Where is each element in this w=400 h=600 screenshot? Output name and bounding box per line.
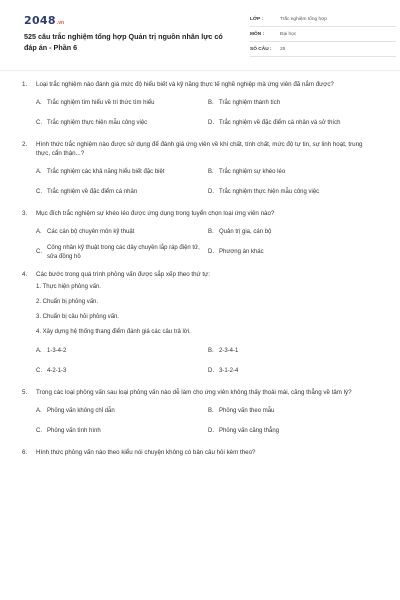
option-letter: C. <box>36 427 42 434</box>
option-letter: A. <box>36 168 42 175</box>
answer-option-d[interactable] <box>208 423 380 439</box>
option-text: Trắc nghiệm các khả năng hiểu biết đặc biệt <box>47 168 165 175</box>
answer-options <box>36 224 382 261</box>
option-letter: B. <box>208 407 214 414</box>
option-letter: D. <box>208 427 214 434</box>
question-text: Các bước trong quá trình phỏng vấn được sắp xếp theo thứ tự: <box>36 271 210 278</box>
answer-option-b[interactable] <box>208 164 380 180</box>
option-letter: C. <box>36 249 42 256</box>
meta-label: SỐ CÂU : <box>250 46 272 52</box>
site-logo[interactable] <box>24 14 64 27</box>
meta-value: 25 <box>280 46 286 52</box>
question-6 <box>22 448 382 457</box>
question-text: Hình thức phỏng vấn nào theo kiểu nói chuyện không có bản câu hỏi kèm theo? <box>36 449 256 456</box>
option-text: Phỏng vấn theo mẫu <box>219 407 275 414</box>
question-2 <box>22 140 382 200</box>
option-text: Phương án khác <box>219 249 264 256</box>
answer-option-b[interactable] <box>208 343 380 359</box>
option-text: Trắc nghiệm sự khéo léo <box>219 168 286 175</box>
meta-row-count <box>250 42 396 57</box>
answer-option-c[interactable] <box>36 184 208 200</box>
option-letter: D. <box>208 249 214 256</box>
answer-option-a[interactable] <box>36 95 208 111</box>
answer-option-b[interactable] <box>208 95 380 111</box>
document-title: 525 câu trắc nghiệm tổng hợp Quản trị nguồn nhân lực có đáp án - Phần 6 <box>24 32 223 52</box>
option-text: Quản trị gia, cán bộ <box>219 228 272 235</box>
option-letter: B. <box>208 228 214 235</box>
answer-option-c[interactable] <box>36 115 208 131</box>
question-number: 5. <box>22 389 28 396</box>
logo-suffix: .vn <box>56 20 65 26</box>
answer-option-c[interactable] <box>36 423 208 439</box>
meta-value: Đại học <box>280 31 297 37</box>
option-letter: B. <box>208 99 214 106</box>
answer-option-c[interactable] <box>36 363 208 379</box>
option-letter: D. <box>208 119 214 126</box>
answer-options <box>36 403 382 439</box>
answer-option-d[interactable] <box>208 244 380 261</box>
meta-row-subject <box>250 27 396 42</box>
option-text: Phỏng vấn tình hình <box>47 427 101 434</box>
option-letter: C. <box>36 367 42 374</box>
question-number: 1. <box>22 81 28 88</box>
option-text: 2-3-4-1 <box>219 347 239 354</box>
option-letter: B. <box>208 347 214 354</box>
answer-option-d[interactable] <box>208 115 380 131</box>
option-text: Trắc nghiệm về đặc điểm cá nhân <box>47 188 138 195</box>
option-letter: D. <box>208 367 214 374</box>
answer-option-a[interactable] <box>36 164 208 180</box>
answer-option-a[interactable] <box>36 224 208 240</box>
question-text: Loại trắc nghiệm nào đánh giá mức độ hiểu biết và kỹ năng thực tế nghề nghiệp mà ứng viên đã nắm được? <box>36 81 334 88</box>
option-text: Công nhân kỹ thuật trong các dây chuyền lắp ráp điện tử, sửa đồng hồ <box>47 245 200 260</box>
document-header <box>24 12 381 68</box>
option-text: Trắc nghiệm về đặc điểm cá nhân và sở thích <box>219 119 341 126</box>
step-item: 1. Thực hiện phỏng vấn. <box>36 284 101 290</box>
option-text: Trắc nghiệm thành tích <box>219 99 281 106</box>
option-text: Trắc nghiệm thực hiện mẫu công việc <box>47 119 148 126</box>
answer-option-a[interactable] <box>36 343 208 359</box>
document-meta <box>250 12 396 57</box>
question-1 <box>22 80 382 131</box>
option-text: Trắc nghiệm thực hiện mẫu công việc <box>219 188 320 195</box>
option-letter: A. <box>36 228 42 235</box>
option-text: Phỏng vấn không chỉ dẫn <box>47 407 115 414</box>
answer-option-c[interactable] <box>36 244 208 261</box>
meta-label: LỚP : <box>250 16 264 22</box>
step-list <box>36 283 382 336</box>
question-text: Mục đích trắc nghiệm sự khéo léo được ứng dụng trong tuyển chọn loại ứng viên nào? <box>36 210 275 217</box>
question-number: 3. <box>22 210 28 217</box>
step-item: 4. Xây dựng hệ thống thang điểm đánh giá các câu trả lời. <box>36 329 191 335</box>
option-letter: A. <box>36 99 42 106</box>
option-letter: B. <box>208 168 214 175</box>
answer-option-a[interactable] <box>36 403 208 419</box>
answer-option-b[interactable] <box>208 403 380 419</box>
option-text: 4-2-1-3 <box>47 367 67 374</box>
meta-value: Trắc nghiệm tổng hợp <box>280 16 327 22</box>
answer-option-d[interactable] <box>208 363 380 379</box>
question-number: 6. <box>22 449 28 456</box>
meta-row-class <box>250 12 396 27</box>
option-text: 3-1-2-4 <box>219 367 239 374</box>
question-4 <box>22 270 382 379</box>
option-letter: A. <box>36 347 42 354</box>
answer-options <box>36 343 382 379</box>
answer-options <box>36 164 382 200</box>
option-letter: C. <box>36 119 42 126</box>
header-divider <box>0 70 400 71</box>
step-item: 2. Chuẩn bị phỏng vấn. <box>36 299 99 305</box>
option-text: 1-3-4-2 <box>47 347 67 354</box>
option-letter: A. <box>36 407 42 414</box>
question-list <box>22 80 382 466</box>
question-5 <box>22 388 382 439</box>
step-item: 3. Chuẩn bị câu hỏi phỏng vấn. <box>36 314 120 320</box>
option-text: Phỏng vấn căng thẳng <box>219 427 280 434</box>
answer-option-d[interactable] <box>208 184 380 200</box>
question-text: Trong các loại phỏng vấn sau loại phỏng vấn nào dễ làm cho ứng viên không thấy thoải mái, căng thẳng về tâm lý? <box>36 389 352 396</box>
answer-option-b[interactable] <box>208 224 380 240</box>
option-text: Trắc nghiệm tìm hiểu về tri thức tìm hiểu <box>47 99 155 106</box>
question-text: Hình thức trắc nghiệm nào được sử dụng để đánh giá ứng viên về khí chất, tính chất, mức độ tự tin, sự linh hoạt, trung thực, cẩn thận...? <box>36 141 363 157</box>
answer-options <box>36 95 382 131</box>
logo-text: 2048 <box>24 14 56 27</box>
question-number: 2. <box>22 141 28 148</box>
option-letter: D. <box>208 188 214 195</box>
option-letter: C. <box>36 188 42 195</box>
question-number: 4. <box>22 271 28 278</box>
meta-label: MÔN : <box>250 31 265 37</box>
option-text: Các cán bộ chuyên môn kỹ thuật <box>47 228 135 235</box>
question-3 <box>22 209 382 261</box>
